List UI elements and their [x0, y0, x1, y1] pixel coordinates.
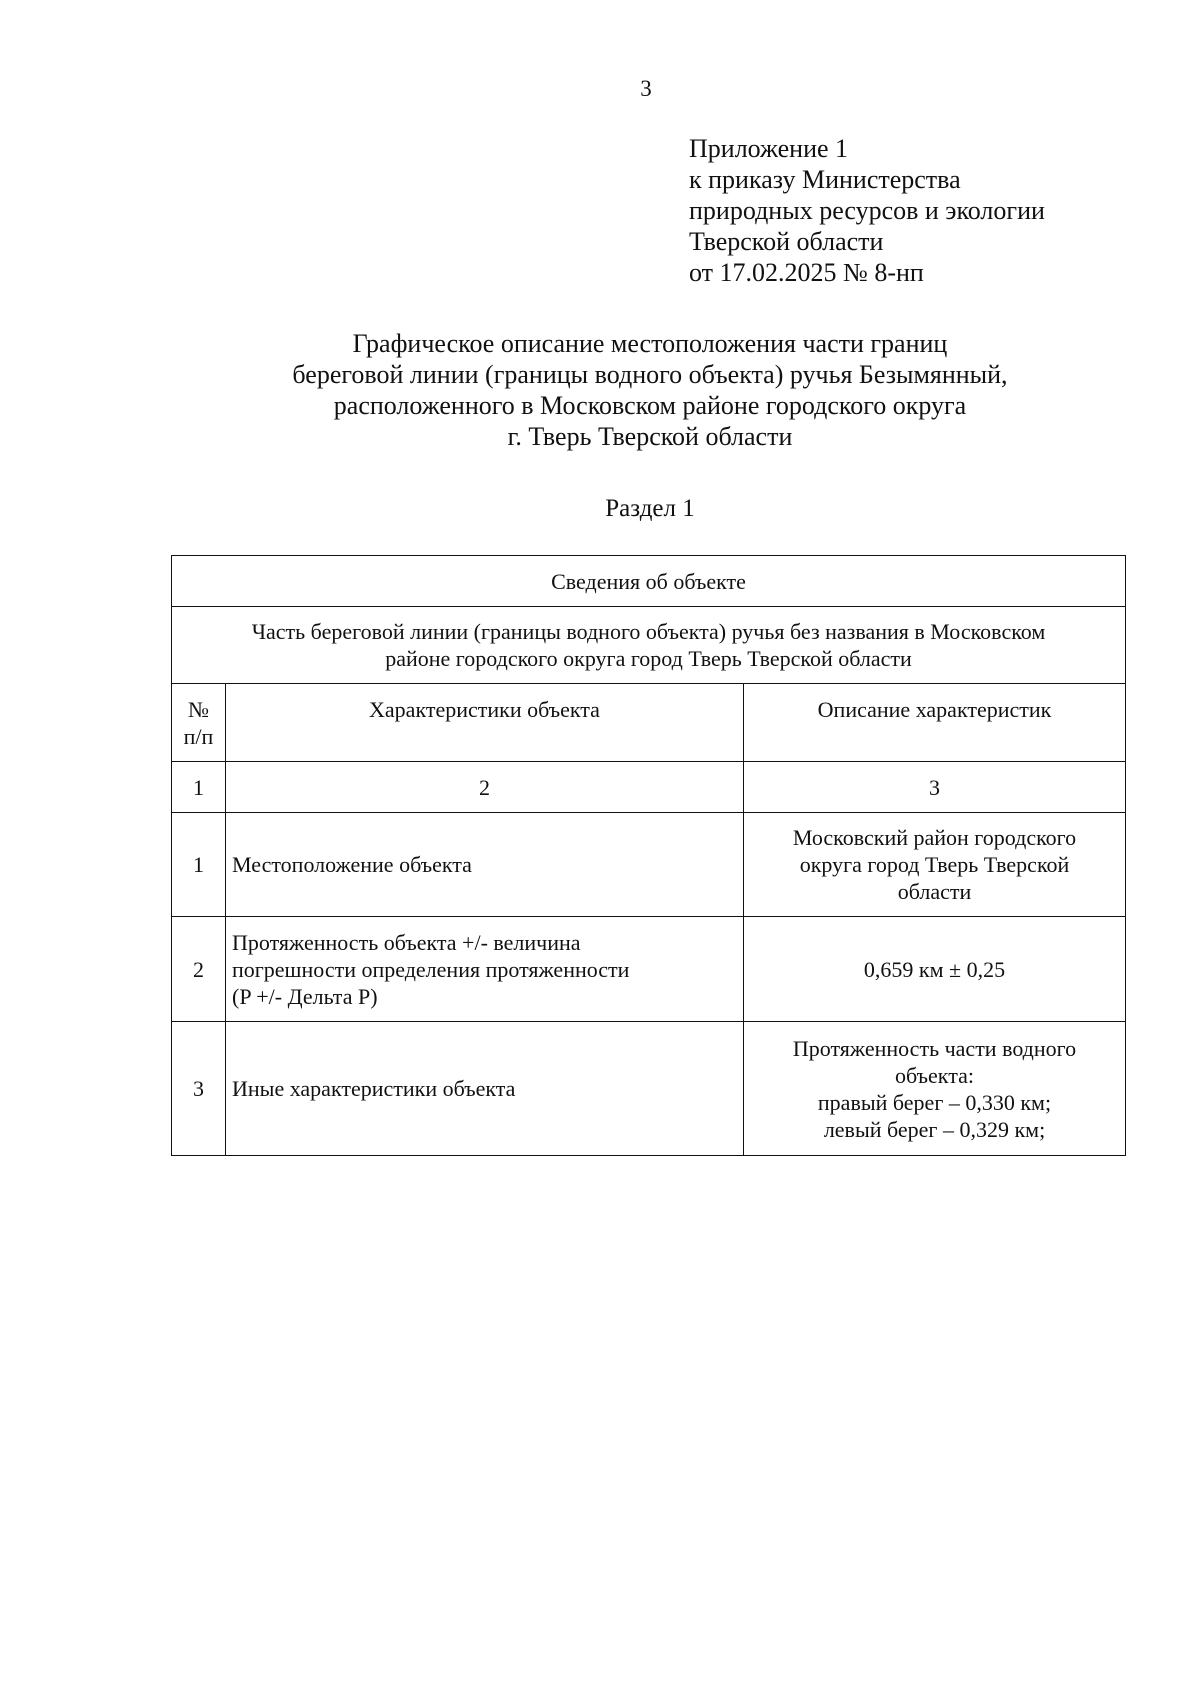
appendix-line: к приказу Министерства [689, 165, 961, 194]
page-number: 3 [640, 76, 652, 101]
description-line: объекта: [895, 1062, 974, 1088]
appendix-line: Тверской области [689, 227, 884, 256]
column-number-cell: 2 [226, 762, 744, 813]
title-line: расположенного в Московском районе городского округа [333, 391, 967, 420]
table-row [172, 813, 1126, 917]
description-line: Протяженность части водного [792, 1035, 1077, 1061]
column-header-number-line: п/п [183, 724, 214, 749]
object-info-table [171, 555, 1126, 1156]
column-header-number [172, 684, 226, 762]
row-characteristic [226, 813, 744, 917]
description-line: округа город Тверь Тверской [799, 852, 1070, 877]
row-description [744, 917, 1126, 1022]
column-header-row [172, 684, 1126, 762]
title-line: береговой линии (границы водного объекта) ручья Безымянный, [292, 360, 1008, 389]
characteristic-line: погрешности определения протяженности [232, 956, 630, 982]
document-title [150, 328, 1150, 452]
appendix-line: природных ресурсов и экологии [689, 196, 1045, 225]
row-characteristic [226, 917, 744, 1022]
column-header-characteristics: Характеристики объекта [226, 684, 744, 762]
characteristic-line: Местоположение объекта [232, 852, 472, 877]
subheader-line: Часть береговой линии (границы водного объекта) ручья без названия в Московском [251, 619, 1046, 644]
appendix-line: от 17.02.2025 № 8-нп [689, 258, 924, 287]
table-header: Сведения об объекте [172, 556, 1126, 607]
table-header-row [172, 556, 1126, 607]
row-characteristic [226, 1022, 744, 1156]
description-line: области [897, 879, 972, 904]
column-number-row [172, 762, 1126, 813]
row-number: 2 [172, 917, 226, 1022]
table-subheader [172, 607, 1126, 684]
column-number-cell: 3 [744, 762, 1126, 813]
row-description [744, 1022, 1126, 1156]
table-subheader-row [172, 607, 1126, 684]
section-title: Раздел 1 [605, 495, 695, 522]
table-row [172, 917, 1126, 1022]
row-number: 3 [172, 1022, 226, 1156]
title-line: г. Тверь Тверской области [507, 422, 793, 451]
column-number-cell: 1 [172, 762, 226, 813]
characteristic-line: (P +/- Дельта P) [232, 983, 378, 1009]
table-row [172, 1022, 1126, 1156]
column-header-number-line: № [188, 697, 209, 722]
appendix-block [689, 133, 1045, 288]
description-line: Московский район городского [792, 825, 1077, 850]
subheader-line: районе городского округа город Тверь Тверской области [385, 646, 912, 671]
description-line: 0,659 км ± 0,25 [863, 956, 1006, 982]
appendix-line: Приложение 1 [689, 134, 849, 163]
characteristic-line: Протяженность объекта +/- величина [232, 929, 581, 955]
characteristic-line: Иные характеристики объекта [232, 1076, 516, 1101]
description-line: правый берег – 0,330 км; [817, 1089, 1052, 1115]
row-number: 1 [172, 813, 226, 917]
row-description [744, 813, 1126, 917]
column-header-description: Описание характеристик [744, 684, 1126, 762]
title-line: Графическое описание местоположения части границ [352, 329, 948, 358]
description-line: левый берег – 0,329 км; [823, 1116, 1046, 1142]
